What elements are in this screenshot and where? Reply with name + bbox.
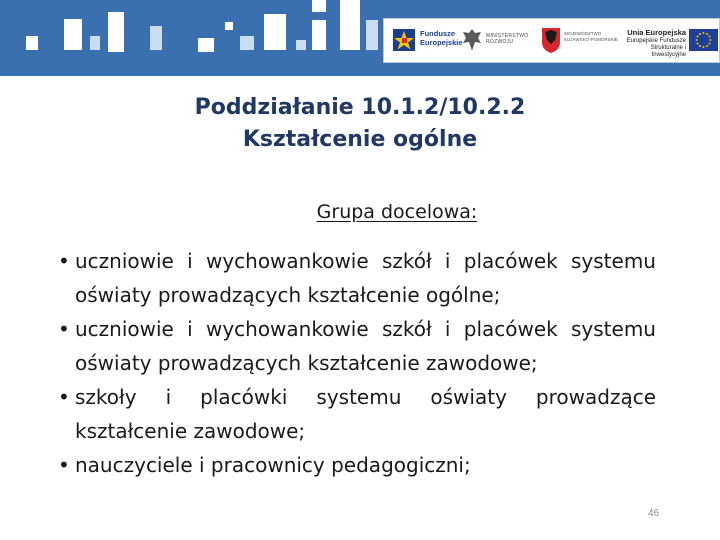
target-group-heading — [0, 201, 720, 223]
region-crest-icon — [541, 26, 561, 54]
list-item: • uczniowie i wychowankowie szkół i placówek systemu oświaty prowadzących kształcenie ogólne; — [58, 244, 656, 312]
page-number: 46 — [648, 508, 660, 519]
decor-square — [366, 20, 378, 50]
header-banner — [0, 0, 720, 76]
decor-square — [340, 0, 360, 50]
decor-square — [198, 38, 214, 52]
slide-title — [0, 92, 720, 156]
fe-logo-text: Fundusze Europejskie — [420, 29, 463, 47]
list-item: • szkoły i placówki systemu oświaty prowadzące kształcenie zawodowe; — [58, 380, 656, 448]
list-item: • nauczyciele i pracownicy pedagogiczni; — [58, 448, 656, 482]
decor-square — [296, 40, 306, 50]
fe-logo-icon — [392, 28, 416, 52]
decor-square — [150, 26, 162, 50]
title-line-1: Poddziałanie 10.1.2/10.2.2 — [194, 95, 526, 120]
target-group-heading-text: Grupa docelowa: — [316, 201, 478, 223]
decor-square — [90, 36, 100, 50]
decor-square — [64, 19, 82, 50]
decor-square — [108, 12, 124, 52]
decor-square — [264, 14, 286, 50]
polish-eagle-icon — [461, 27, 483, 53]
decor-square — [225, 22, 233, 30]
eu-flag-icon — [689, 29, 718, 51]
decor-square — [240, 36, 254, 50]
decor-square — [26, 36, 38, 50]
target-group-list — [58, 244, 656, 482]
title-line-2: Kształcenie ogólne — [242, 127, 478, 152]
list-item: • uczniowie i wychowankowie szkół i placówek systemu oświaty prowadzących kształcenie zawodowe; — [58, 312, 656, 380]
region-text: WOJEWÓDZTWO KUJAWSKO-POMORSKIE — [564, 31, 618, 42]
eu-text: Unia Europejska Europejskie Fundusze Strukturalne i Inwestycyjne — [626, 28, 686, 58]
ministry-text: MINISTERSTWO ROZWOJU — [486, 33, 529, 45]
decor-square — [312, 20, 326, 50]
eu-funds-logo-strip — [383, 18, 720, 63]
decor-square — [312, 0, 326, 12]
